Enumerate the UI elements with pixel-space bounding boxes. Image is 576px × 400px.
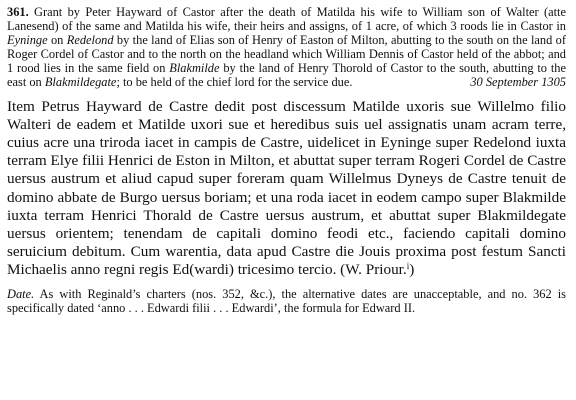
charter-summary: [7, 5, 566, 90]
place-name-blakmilde: Blakmilde: [169, 61, 220, 76]
footnote-marker: i: [406, 261, 410, 272]
summary-text: on: [47, 33, 67, 48]
charter-date: 30 September 1305: [470, 75, 566, 90]
place-name-blakmildegate: Blakmildegate: [44, 75, 117, 90]
summary-text: ; to be held of the chief lord for the service due.: [116, 75, 353, 90]
latin-text: [7, 98, 566, 280]
place-name-redelond: Redelond: [66, 33, 114, 48]
latin-closing: ): [409, 261, 415, 279]
dating-note: [7, 287, 566, 316]
summary-text: by the land of Elias son of Henry of Easton of Milton, abutting to the south on the land of Roger Cordel of Castor and to the north on the headland which William Dennis of Castor held of the abbot; and 1 rood lies in the same field on: [7, 33, 566, 76]
latin-body: Item Petrus Hayward de Castre dedit post discessum Matilde uxoris sue Willelmo filio Walteri de eadem et Matilde uxori sue et heredibus suis uel assignatis unam acram terre, cuius acre una triroda iacet in campis de Castre, uidelicet in Eyninge super Redelond iuxta terram Elye filii Henrici de Eston in Milton, et abuttat super terram Rogeri Cordel de Castre uersus austrum et aliud capud super foreram quam Willelmus Dyneys de Castre tenuit de domino abbate de Burgo uersus boriam; et una roda iacet in eodem campo super Blakmilde iuxta terram Henrici Thorald de Castre uersus austrum, et abuttat super Blakmildegate uersus orientem; tenendam de capitali domino feodi etc., faciendo capitali domino seruicium debitum. Cum warentia, data apud Castre die Jouis proxima post festum Sancti Michaelis anno regni regis Ed(wardi) tricesimo tercio. (W. Priour.: [7, 97, 566, 279]
charter-number: 361.: [7, 5, 29, 19]
summary-text: by the land of Henry Thorold of Castor to the south, abutting to the east on: [7, 61, 566, 90]
note-text: As with Reginald’s charters (nos. 352, &c.), the alternative dates are unacceptable, and no. 362 is specifically dated ‘anno . . . Edwardi filii . . . Edwardi’, the formula for Edward II.: [7, 286, 566, 315]
note-label: Date.: [7, 286, 35, 301]
place-name-eyninge: Eyninge: [7, 33, 48, 48]
summary-text: Grant by Peter Hayward of Castor after the death of Matilda his wife to William son of Walter (atte Lanesend) of the same and Matilda his wife, their heirs and assigns, of 1 acre, of which 3 roods lie in Castor in: [7, 5, 566, 34]
